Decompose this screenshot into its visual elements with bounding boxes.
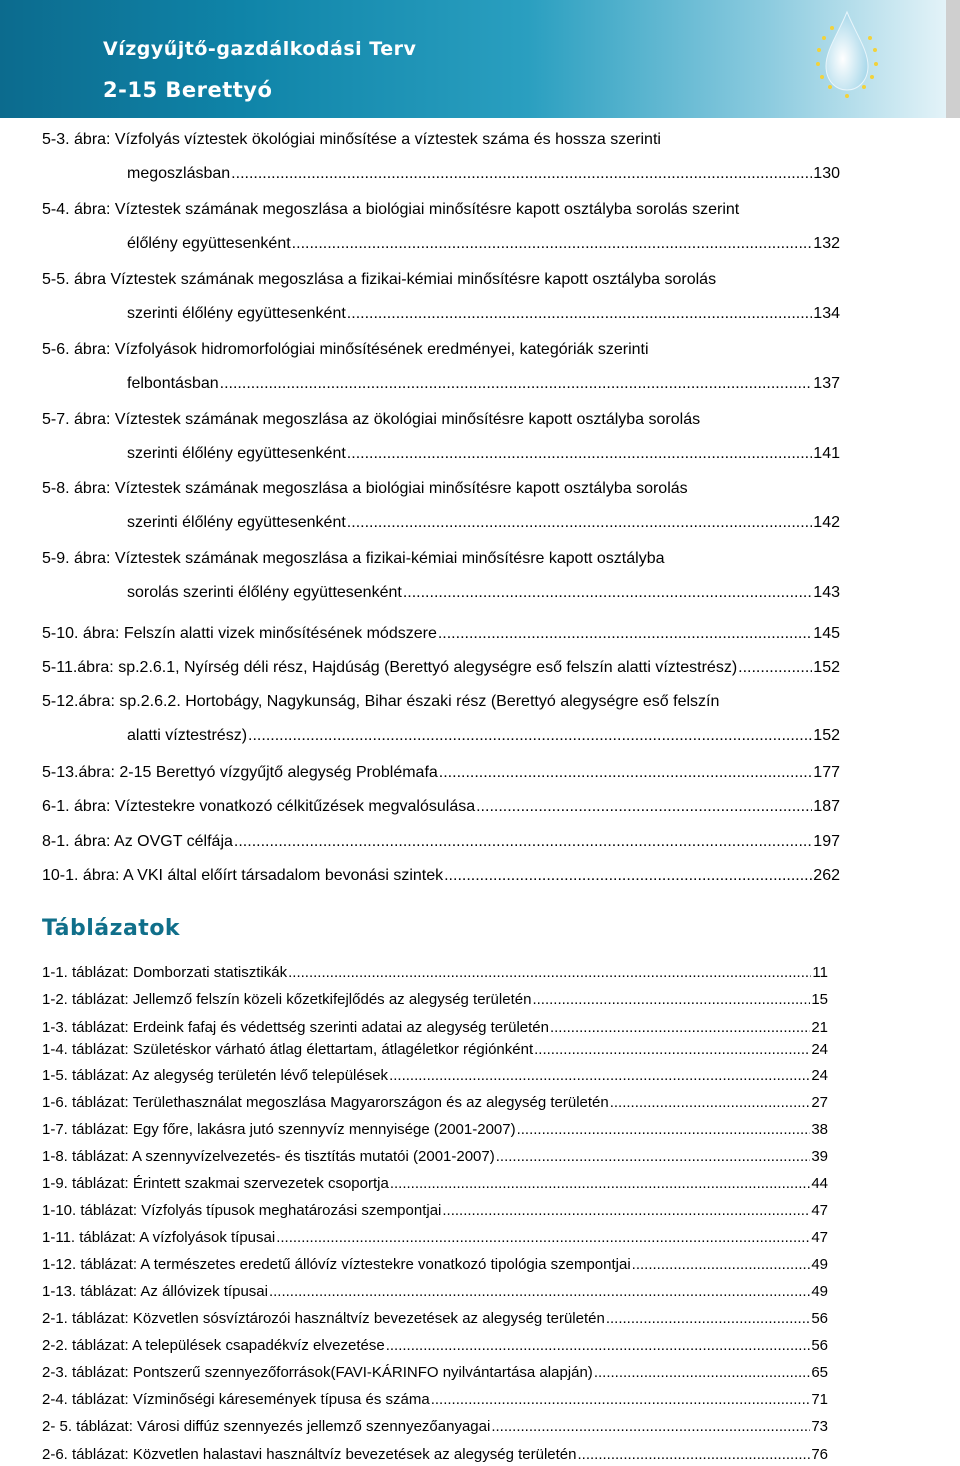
- table-entry[interactable]: [42, 1094, 828, 1112]
- page-number: 27: [811, 1094, 828, 1111]
- page-number: 24: [811, 1041, 828, 1058]
- dot-leader: [442, 1202, 810, 1220]
- dot-leader: [389, 1067, 810, 1085]
- dot-leader: [347, 444, 813, 464]
- figure-entry-continuation: 10-1. ábra: A VKI által előírt társadalom bevonási szintek: [42, 867, 444, 884]
- table-entry-title: 1-3. táblázat: Erdeink fafaj és védettség szerinti adatai az alegység területén: [42, 1019, 549, 1036]
- table-entry-title: 1-8. táblázat: A szennyvízelvezetés- és tisztítás mutatói (2001-2007): [42, 1148, 495, 1165]
- table-entry[interactable]: [42, 1256, 828, 1274]
- dot-leader: [550, 1019, 810, 1037]
- figure-entry[interactable]: [42, 270, 840, 324]
- table-entry[interactable]: [42, 1391, 828, 1409]
- dot-leader: [439, 763, 813, 783]
- page-number: 11: [812, 964, 828, 981]
- header-subtitle: 2-15 Berettyó: [103, 78, 273, 102]
- figure-entry[interactable]: [42, 130, 840, 184]
- page-number: 47: [811, 1202, 828, 1219]
- dot-leader: [403, 583, 812, 603]
- figure-entry-title: 5-12.ábra: sp.2.6.2. Hortobágy, Nagykunság, Bihar északi rész (Berettyó alegységre eső felszín: [42, 693, 720, 710]
- page-number: 44: [811, 1175, 828, 1192]
- figure-entry-title: 5-6. ábra: Vízfolyások hidromorfológiai minősítésének eredményei, kategóriák szerinti: [42, 341, 649, 358]
- figure-entry[interactable]: [42, 549, 840, 603]
- figure-entry[interactable]: [42, 200, 840, 254]
- figure-entry[interactable]: [42, 866, 840, 886]
- dot-leader: [578, 1446, 811, 1464]
- dot-leader: [220, 374, 813, 394]
- table-entry-title: 1-10. táblázat: Vízfolyás típusok meghatározási szempontjai: [42, 1202, 442, 1219]
- figure-entry-title: 5-9. ábra: Víztestek számának megoszlása a fizikai-kémiai minősítésre kapott osztályba: [42, 550, 665, 567]
- table-entry-title: 1-2. táblázat: Jellemző felszín közeli kőzetkifejlődés az alegység területén: [42, 991, 532, 1008]
- page-number: 152: [813, 659, 840, 676]
- dot-leader: [534, 1041, 810, 1059]
- table-entry[interactable]: [42, 1337, 828, 1355]
- dot-leader: [386, 1337, 811, 1355]
- water-drop-logo-icon: [812, 4, 882, 104]
- table-entry[interactable]: [42, 1283, 828, 1301]
- table-entry-title: 2-2. táblázat: A települések csapadékvíz elvezetése: [42, 1337, 385, 1354]
- table-entry-title: 2- 5. táblázat: Városi diffúz szennyezés jellemző szennyezőanyagai: [42, 1418, 491, 1435]
- header-corner: [946, 0, 960, 118]
- page-number: 134: [813, 305, 840, 322]
- figure-entry-continuation: megoszlásban: [127, 165, 231, 182]
- page-number: 143: [813, 584, 840, 601]
- dot-leader: [738, 658, 812, 678]
- figure-entry[interactable]: [42, 692, 840, 746]
- page-number: 177: [813, 764, 840, 781]
- page-number: 152: [813, 727, 840, 744]
- table-entry-title: 2-1. táblázat: Közvetlen sósvíztározói használtvíz bevezetések az alegység területén: [42, 1310, 605, 1327]
- dot-leader: [431, 1391, 811, 1409]
- tables-section-title: Táblázatok: [42, 916, 181, 941]
- page-number: 137: [813, 375, 840, 392]
- page-number: 56: [811, 1337, 828, 1354]
- figure-entry-title: 5-4. ábra: Víztestek számának megoszlása a biológiai minősítésre kapott osztályba sorolás szerint: [42, 201, 740, 218]
- page-number: 187: [813, 798, 840, 815]
- figure-entry-continuation: szerinti élőlény együttesenként: [127, 445, 346, 462]
- table-entry[interactable]: [42, 1310, 828, 1328]
- dot-leader: [496, 1148, 811, 1166]
- table-entry-title: 2-3. táblázat: Pontszerű szennyezőforrások(FAVI-KÁRINFO nyilvántartása alapján): [42, 1364, 593, 1381]
- dot-leader: [517, 1121, 811, 1139]
- page-number: 24: [811, 1067, 828, 1084]
- table-entry-title: 1-7. táblázat: Egy főre, lakásra jutó szennyvíz mennyisége (2001-2007): [42, 1121, 516, 1138]
- table-entry-title: 1-12. táblázat: A természetes eredetű állóvíz víztestekre vonatkozó tipológia szempontjai: [42, 1256, 631, 1273]
- dot-leader: [491, 1418, 810, 1436]
- dot-leader: [288, 964, 811, 982]
- dot-leader: [610, 1094, 811, 1112]
- page-number: 49: [811, 1283, 828, 1300]
- page-number: 39: [811, 1148, 828, 1165]
- figure-entry-continuation: alatti víztestrész): [127, 727, 248, 744]
- figure-entry-continuation: 5-13.ábra: 2-15 Berettyó vízgyűjtő alegység Problémafa: [42, 764, 438, 781]
- figure-entry[interactable]: [42, 410, 840, 464]
- page-number: 38: [811, 1121, 828, 1138]
- table-entry-title: 1-6. táblázat: Területhasználat megoszlása Magyarországon és az alegység területén: [42, 1094, 609, 1111]
- figure-entry-continuation: szerinti élőlény együttesenként: [127, 305, 346, 322]
- figure-entry[interactable]: [42, 479, 840, 533]
- dot-leader: [292, 234, 813, 254]
- dot-leader: [248, 726, 812, 746]
- dot-leader: [476, 797, 812, 817]
- page-number: 130: [813, 165, 840, 182]
- dot-leader: [234, 832, 812, 852]
- table-entry-title: 2-6. táblázat: Közvetlen halastavi használtvíz bevezetések az alegység területén: [42, 1446, 577, 1463]
- page-number: 65: [811, 1364, 828, 1381]
- page-number: 76: [811, 1446, 828, 1463]
- header-title: Vízgyűjtő-gazdálkodási Terv: [103, 38, 417, 60]
- dot-leader: [606, 1310, 810, 1328]
- table-entry[interactable]: [42, 1202, 828, 1220]
- table-entry-title: 1-4. táblázat: Születéskor várható átlag élettartam, átlagéletkor régiónként: [42, 1041, 534, 1058]
- page-number: 47: [811, 1229, 828, 1246]
- figure-entry[interactable]: [42, 763, 840, 783]
- table-entry[interactable]: [42, 1067, 828, 1085]
- figure-entry-title: 5-7. ábra: Víztestek számának megoszlása az ökológiai minősítésre kapott osztályba sorolás: [42, 411, 701, 428]
- table-entry-title: 1-9. táblázat: Érintett szakmai szervezetek csoportja: [42, 1175, 389, 1192]
- table-entry[interactable]: [42, 991, 828, 1009]
- document-header: [0, 0, 960, 118]
- table-entry-title: 1-13. táblázat: Az állóvizek típusai: [42, 1283, 268, 1300]
- page-number: 197: [813, 833, 840, 850]
- page-number: 262: [813, 867, 840, 884]
- figure-entry-title: 5-8. ábra: Víztestek számának megoszlása a biológiai minősítésre kapott osztályba sorolás: [42, 480, 688, 497]
- page-number: 21: [811, 1019, 828, 1036]
- table-entry-title: 1-11. táblázat: A vízfolyások típusai: [42, 1229, 276, 1246]
- page-number: 71: [811, 1391, 828, 1408]
- dot-leader: [632, 1256, 811, 1274]
- dot-leader: [390, 1175, 810, 1193]
- table-entry[interactable]: [42, 964, 828, 982]
- dot-leader: [231, 164, 812, 184]
- figure-entry-continuation: élőlény együttesenként: [127, 235, 291, 252]
- figure-entry[interactable]: [42, 832, 840, 852]
- figure-entry[interactable]: [42, 340, 840, 394]
- page-number: 145: [813, 625, 840, 642]
- dot-leader: [347, 513, 813, 533]
- page-number: 142: [813, 514, 840, 531]
- figure-entry-continuation: 5-10. ábra: Felszín alatti vizek minősítésének módszere: [42, 625, 437, 642]
- dot-leader: [532, 991, 810, 1009]
- figure-entry-continuation: sorolás szerinti élőlény együttesenként: [127, 584, 402, 601]
- dot-leader: [444, 866, 812, 886]
- dot-leader: [438, 624, 812, 644]
- page-number: 141: [813, 445, 840, 462]
- table-entry[interactable]: [42, 1229, 828, 1247]
- table-entry[interactable]: [42, 1446, 828, 1464]
- dot-leader: [269, 1283, 810, 1301]
- table-entry[interactable]: [42, 1121, 828, 1139]
- dot-leader: [276, 1229, 810, 1247]
- figure-entry-title: 5-3. ábra: Vízfolyás víztestek ökológiai minősítése a víztestek száma és hossza szerinti: [42, 131, 661, 148]
- table-entry[interactable]: [42, 1364, 828, 1382]
- page-number: 132: [813, 235, 840, 252]
- table-entry-title: 2-4. táblázat: Vízminőségi káresemények típusa és száma: [42, 1391, 430, 1408]
- page-number: 15: [811, 991, 828, 1008]
- figure-entry[interactable]: [42, 624, 840, 644]
- dot-leader: [347, 304, 813, 324]
- figure-entry[interactable]: [42, 658, 840, 678]
- figure-entry-continuation: 8-1. ábra: Az OVGT célfája: [42, 833, 233, 850]
- table-entry[interactable]: [42, 1175, 828, 1193]
- table-entry[interactable]: [42, 1418, 828, 1436]
- table-entry[interactable]: [42, 1019, 828, 1037]
- page-number: 56: [811, 1310, 828, 1327]
- table-entry[interactable]: [42, 1148, 828, 1166]
- table-entry[interactable]: [42, 1041, 828, 1059]
- figure-entry-continuation: 6-1. ábra: Víztestekre vonatkozó célkitűzések megvalósulása: [42, 798, 476, 815]
- figure-entry-continuation: szerinti élőlény együttesenként: [127, 514, 346, 531]
- figure-entry[interactable]: [42, 797, 840, 817]
- table-entry-title: 1-5. táblázat: Az alegység területén lévő települések: [42, 1067, 389, 1084]
- figure-entry-title: 5-5. ábra Víztestek számának megoszlása a fizikai-kémiai minősítésre kapott osztályba sorolás: [42, 271, 717, 288]
- table-entry-title: 1-1. táblázat: Domborzati statisztikák: [42, 964, 288, 981]
- page-number: 73: [811, 1418, 828, 1435]
- dot-leader: [594, 1364, 811, 1382]
- page-number: 49: [811, 1256, 828, 1273]
- figure-entry-continuation: 5-11.ábra: sp.2.6.1, Nyírség déli rész, Hajdúság (Berettyó alegységre eső felszín alatti víztestrész): [42, 659, 738, 676]
- figure-entry-continuation: felbontásban: [127, 375, 219, 392]
